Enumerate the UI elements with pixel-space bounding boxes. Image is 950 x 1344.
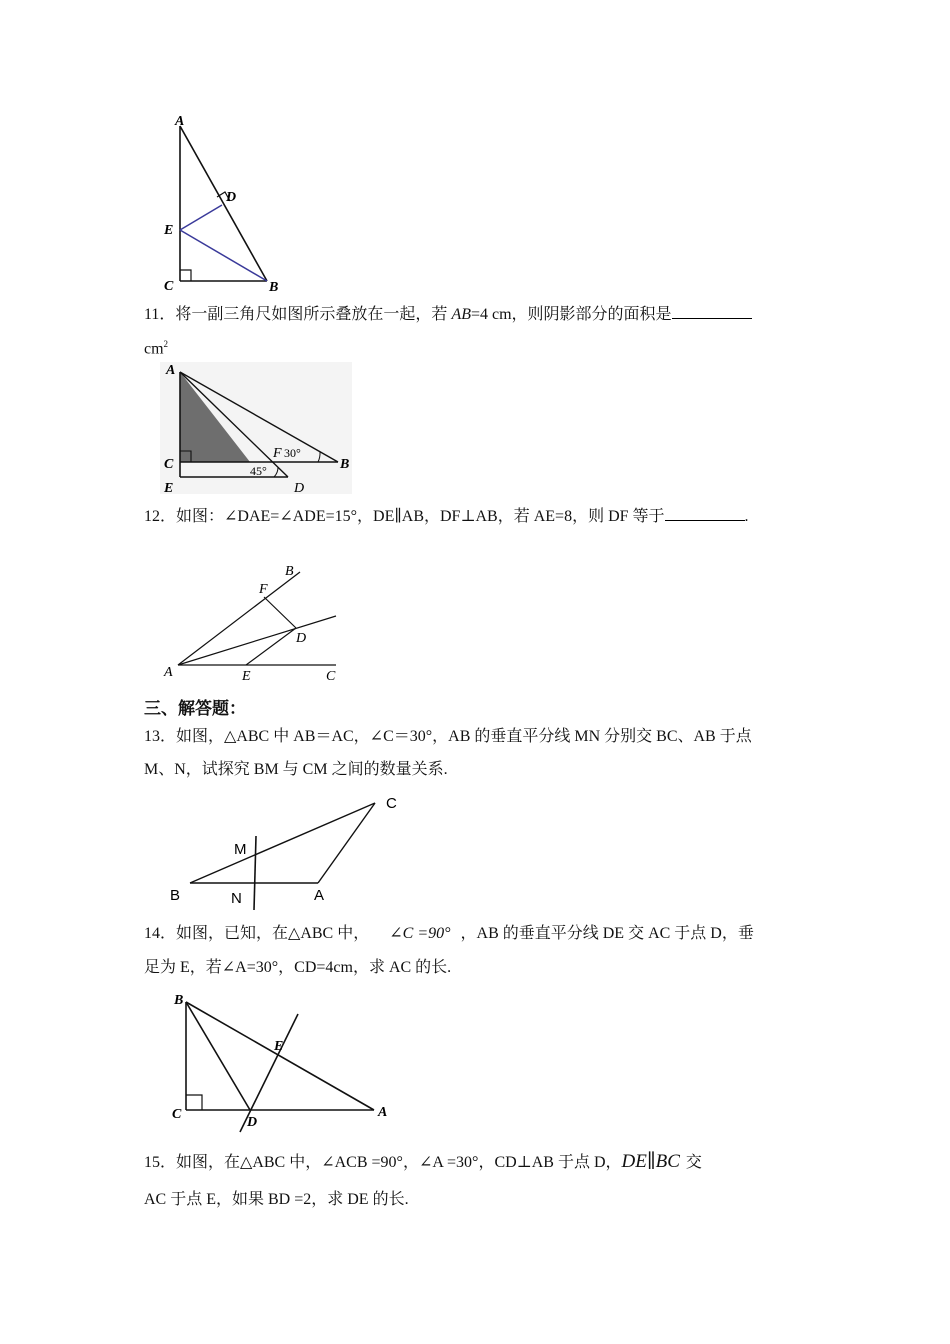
label-A: A [175,114,185,129]
label-D: D [247,1115,258,1130]
label-B: B [340,457,350,472]
label-A: A [166,363,176,378]
label-B: B [170,887,181,904]
label-B: B [174,993,184,1008]
label-B: B [285,564,294,579]
question-14-line1 [144,924,754,944]
question-text: 足为 E，若∠A=30°，CD=4cm，求 AC 的长. [144,959,452,976]
question-13-line2 [144,760,448,780]
question-number: 15． [144,1154,177,1171]
answer-blank[interactable] [672,304,752,319]
figure-q11 [160,362,360,497]
figure-q12 [160,560,350,685]
label-C: C [164,279,174,294]
question-number: 11． [144,306,176,323]
question-12 [144,506,749,527]
question-text: 交 [685,1154,702,1171]
unit-sup: 2 [163,339,169,349]
label-C: C [326,669,336,684]
label-D: D [296,631,307,646]
label-A: A [314,887,325,904]
label-M: M [234,841,247,858]
question-text: M、N，试探究 BM 与 CM 之间的数量关系. [144,761,448,778]
label-E: E [274,1039,284,1054]
question-text: 如图：∠DAE=∠ADE=15°，DE∥AB，DF⊥AB，若 AE=8，则 DF 等于 [176,508,665,525]
label-C: C [172,1107,182,1122]
label-E: E [164,223,174,238]
label-angle30: 30° [284,446,301,460]
question-text: 将一副三角尺如图所示叠放在一起，若 [175,306,452,323]
label-B: B [269,280,279,295]
question-15-line1 [144,1152,702,1173]
figure-q10 [160,110,290,295]
label-E: E [242,669,251,684]
question-text: 如图，在△ABC 中，∠ACB =90°，∠A =30°，CD⊥AB 于点 D， [176,1154,622,1171]
label-N: N [231,890,242,907]
figure-q13 [160,788,410,913]
question-end: . [744,508,749,525]
question-number: 13． [144,728,177,745]
label-C: C [164,457,174,472]
label-D: D [294,481,305,496]
question-15-line2 [144,1190,409,1210]
question-11 [144,304,752,325]
answer-blank[interactable] [665,506,745,521]
question-text: AC 于点 E，如果 BD =2，求 DE 的长. [144,1191,409,1208]
angle-expression: ∠C =90° [389,925,451,942]
label-angle45: 45° [250,464,267,478]
label-D: D [226,190,237,205]
label-C: C [386,795,397,812]
question-text: 如图，△ABC 中 AB＝AC，∠C＝30°，AB 的垂直平分线 MN 分别交 BC、AB 于点 [176,728,752,745]
label-F: F [273,446,282,461]
label-F: F [259,582,268,597]
label-E: E [164,481,174,496]
question-text: 如图，已知，在△ABC 中， [176,925,370,942]
question-14-line2 [144,958,451,978]
figure-q14 [160,988,400,1138]
question-11-unit [144,334,168,359]
unit: cm [144,340,164,358]
question-number: 14． [144,925,177,942]
parallel-expression: DE∥BC [621,1151,680,1172]
label-A: A [164,665,173,680]
question-text: ，AB 的垂直平分线 DE 交 AC 于点 D，垂 [460,925,754,942]
question-number: 12． [144,508,177,525]
question-var: AB [451,306,471,323]
label-A: A [378,1105,388,1120]
question-text: =4 cm，则阴影部分的面积是 [470,306,672,323]
section-title: 三、解答题： [144,699,246,719]
question-13-line1 [144,727,752,747]
